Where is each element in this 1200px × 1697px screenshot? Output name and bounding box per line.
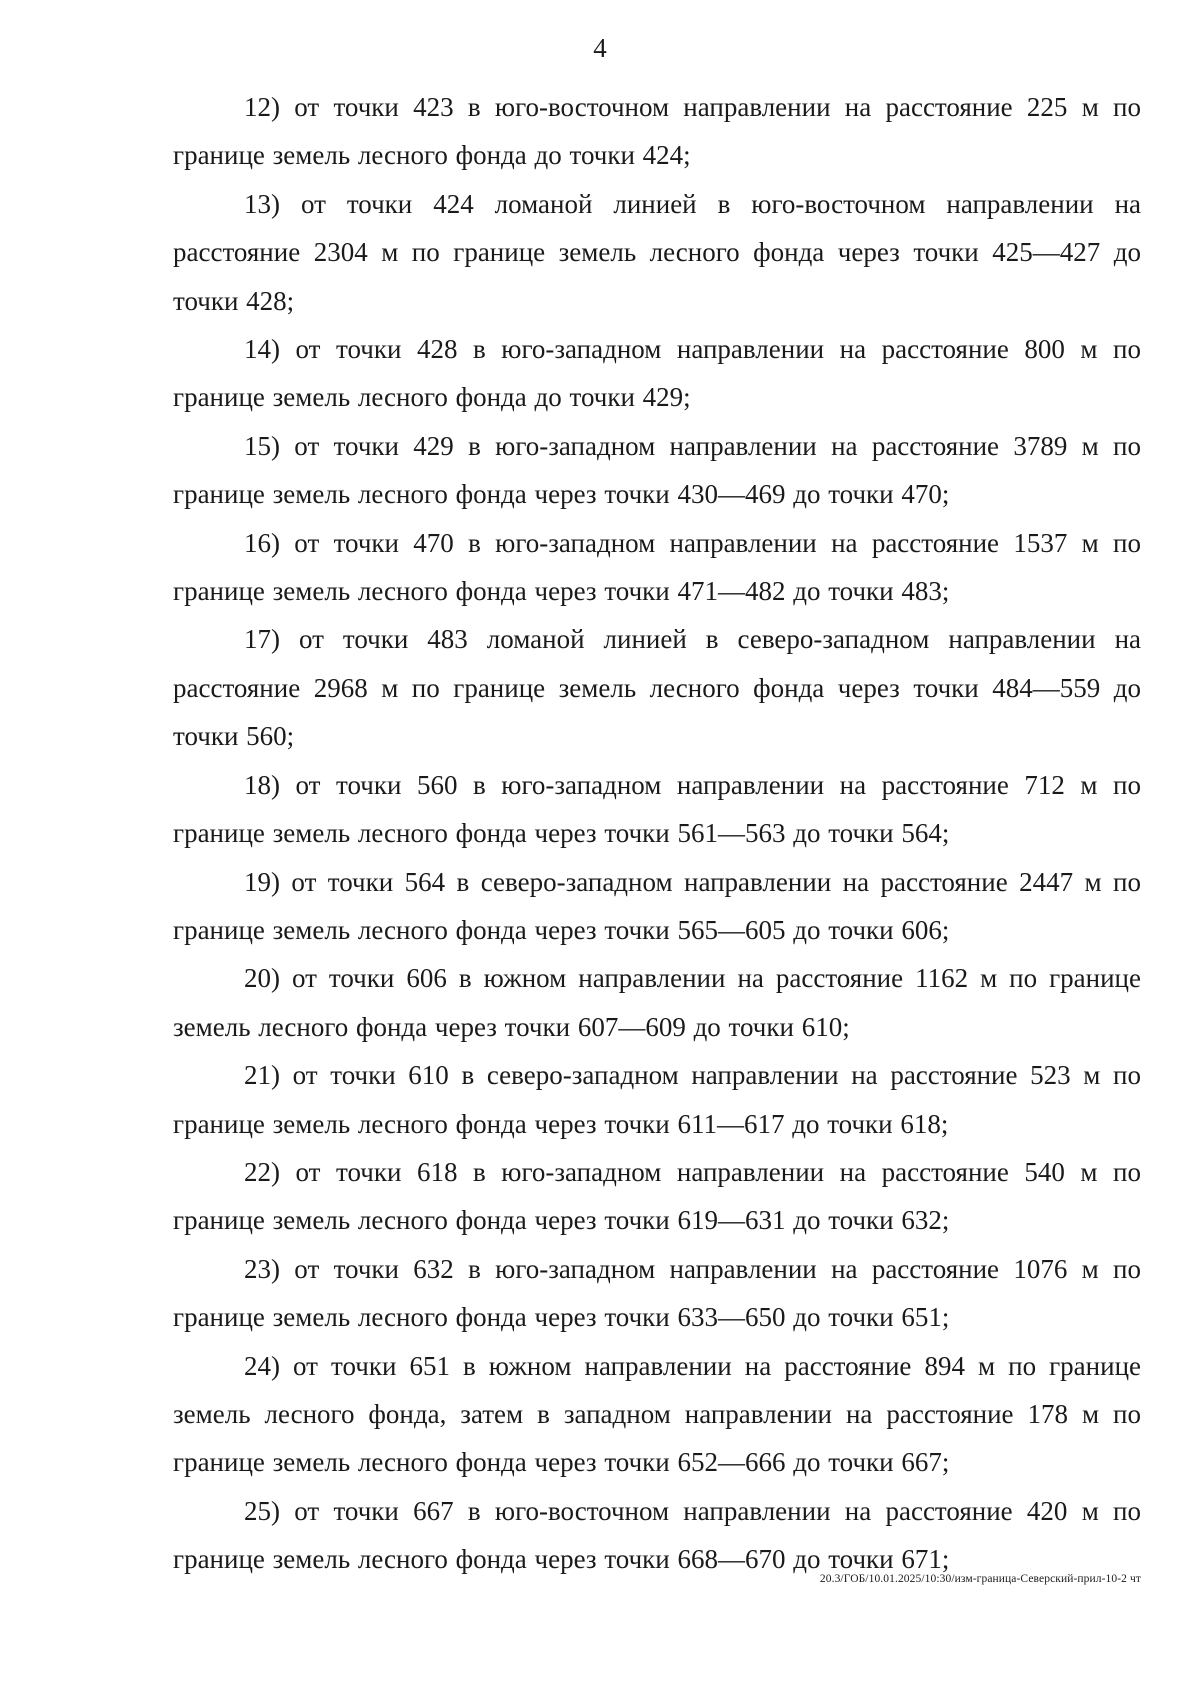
clause-22: 22) от точки 618 в юго-западном направлении на расстояние 540 м по границе земель лесного фонда через точки 619—631 до точки 632; bbox=[173, 1156, 1141, 1236]
clause-25: 25) от точки 667 в юго-восточном направлении на расстояние 420 м по границе земель лесного фонда через точки 668—670 до точки 671; bbox=[173, 1495, 1141, 1575]
page-number: 4 bbox=[593, 33, 607, 63]
document-footer-code: 20.3/ГОБ/10.01.2025/10:30/изм-граница-Северский-прил-10-2 чт bbox=[819, 1573, 1141, 1585]
clause-17: 17) от точки 483 ломаной линией в северо-западном направлении на расстояние 2968 м по границе земель лесного фонда через точки 484—559 до точки 560; bbox=[173, 624, 1141, 752]
clause-12: 12) от точки 423 в юго-восточном направлении на расстояние 225 м по границе земель лесного фонда до точки 424; bbox=[173, 92, 1141, 171]
clause-18: 18) от точки 560 в юго-западном направлении на расстояние 712 м по границе земель лесного фонда через точки 561—563 до точки 564; bbox=[173, 769, 1141, 849]
clause-16: 16) от точки 470 в юго-западном направлении на расстояние 1537 м по границе земель лесного фонда через точки 471—482 до точки 483; bbox=[173, 527, 1141, 607]
clause-13: 13) от точки 424 ломаной линией в юго-восточном направлении на расстояние 2304 м по границе земель лесного фонда через точки 425—427 до точки 428; bbox=[173, 188, 1141, 316]
clause-23: 23) от точки 632 в юго-западном направлении на расстояние 1076 м по границе земель лесного фонда через точки 633—650 до точки 651; bbox=[173, 1253, 1141, 1333]
clause-15: 15) от точки 429 в юго-западном направлении на расстояние 3789 м по границе земель лесного фонда через точки 430—469 до точки 470; bbox=[173, 430, 1141, 510]
document-body bbox=[173, 83, 1141, 1584]
clause-20: 20) от точки 606 в южном направлении на расстояние 1162 м по границе земель лесного фонда через точки 607—609 до точки 610; bbox=[173, 963, 1141, 1042]
clause-24: 24) от точки 651 в южном направлении на расстояние 894 м по границе земель лесного фонда, затем в западном направлении на расстояние 178 м по границе земель лесного фонда через точки 652—666 до точки 667; bbox=[173, 1350, 1141, 1478]
clause-14: 14) от точки 428 в юго-западном направлении на расстояние 800 м по границе земель лесного фонда до точки 429; bbox=[173, 334, 1141, 413]
clause-21: 21) от точки 610 в северо-западном направлении на расстояние 523 м по границе земель лесного фонда через точки 611—617 до точки 618; bbox=[173, 1060, 1141, 1139]
clause-19: 19) от точки 564 в северо-западном направлении на расстояние 2447 м по границе земель лесного фонда через точки 565—605 до точки 606; bbox=[173, 866, 1141, 945]
